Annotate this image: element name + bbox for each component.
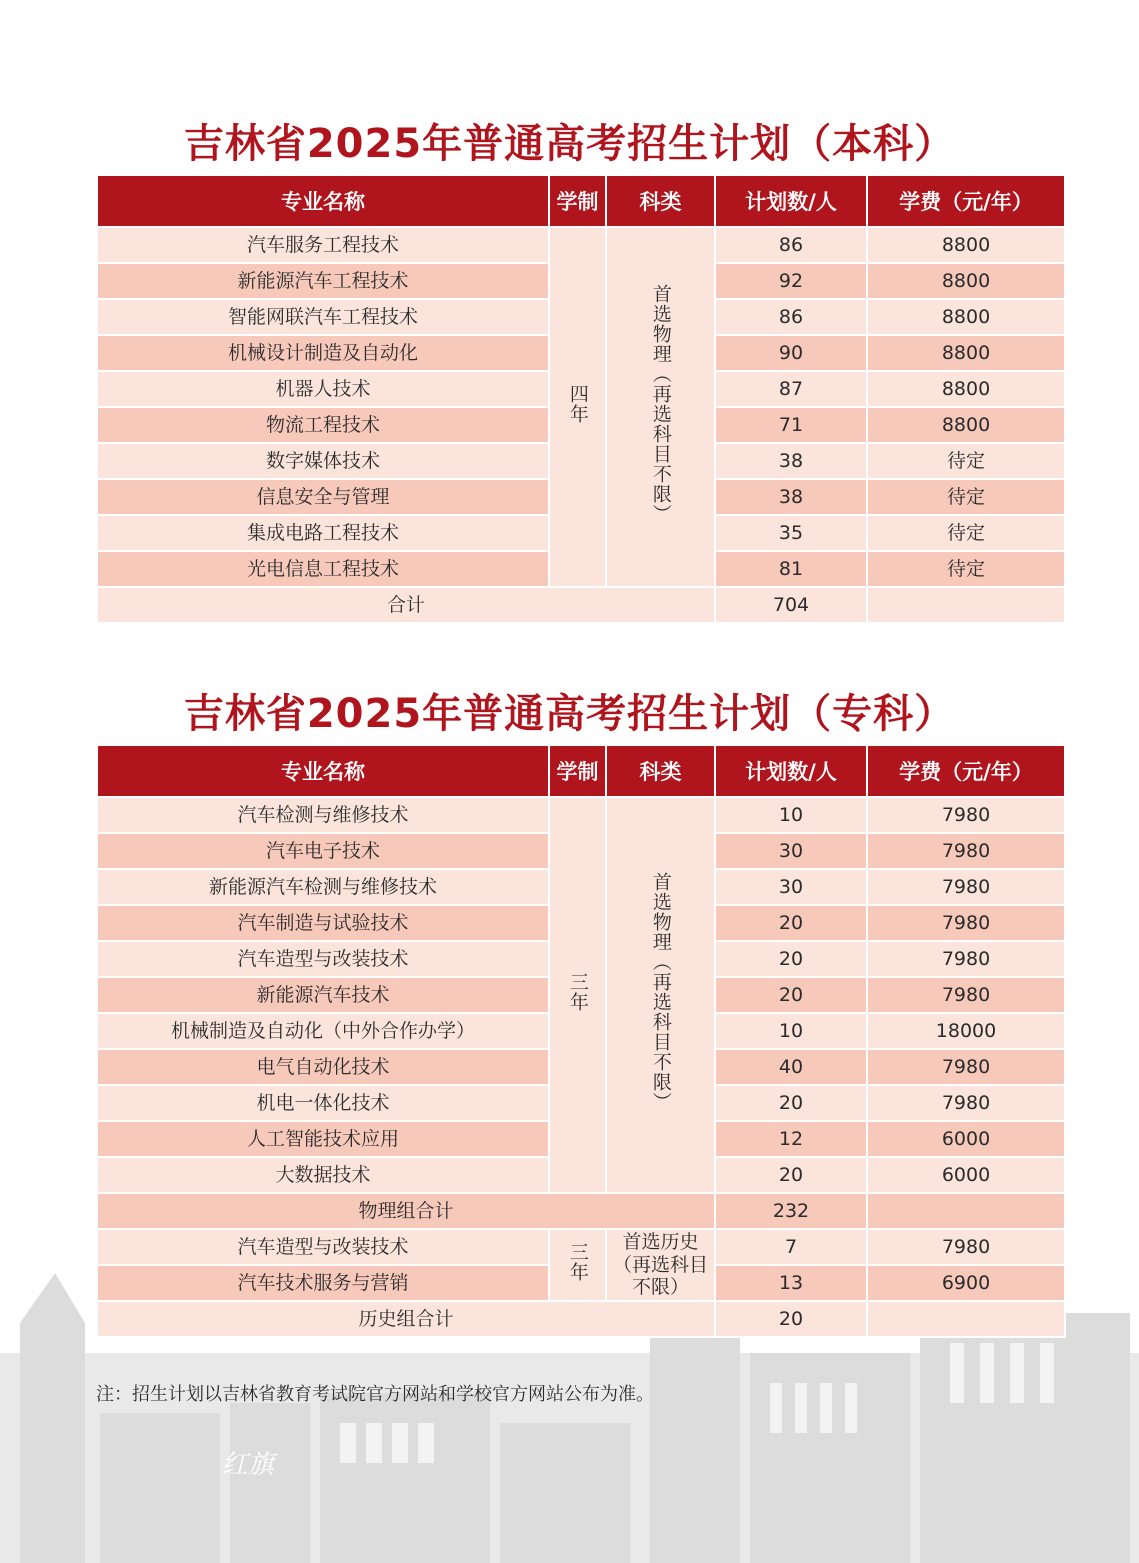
- table-row: [97, 227, 1065, 263]
- tuition-cell: 8800: [867, 371, 1065, 407]
- table-header-row: [97, 745, 1065, 797]
- background-sign-text: 红旗: [222, 1450, 275, 1480]
- major-cell: 新能源汽车工程技术: [97, 263, 549, 299]
- vocational-title: 吉林省2025年普通高考招生计划（专科）: [183, 691, 956, 737]
- major-cell: 光电信息工程技术: [97, 551, 549, 587]
- quota-cell: 86: [715, 227, 867, 263]
- quota-cell: 12: [715, 1121, 867, 1157]
- major-cell: 汽车电子技术: [97, 833, 549, 869]
- undergraduate-plan-table: [96, 174, 1066, 624]
- quota-cell: 20: [715, 941, 867, 977]
- quota-cell: 10: [715, 797, 867, 833]
- quota-cell: 30: [715, 869, 867, 905]
- header-subject: 科类: [606, 175, 715, 227]
- physics-total-row: [97, 1193, 1065, 1229]
- tuition-cell: 待定: [867, 551, 1065, 587]
- duration-text: 三年: [566, 972, 589, 1013]
- header-major: 专业名称: [97, 175, 549, 227]
- header-tuition: 学费（元/年）: [867, 745, 1065, 797]
- quota-cell: 20: [715, 977, 867, 1013]
- tuition-cell: 6000: [867, 1157, 1065, 1193]
- duration-text: 四年: [566, 384, 589, 425]
- quota-cell: 40: [715, 1049, 867, 1085]
- major-cell: 信息安全与管理: [97, 479, 549, 515]
- total-empty: [867, 587, 1065, 623]
- quota-cell: 38: [715, 479, 867, 515]
- header-major: 专业名称: [97, 745, 549, 797]
- major-cell: 机械设计制造及自动化: [97, 335, 549, 371]
- header-duration: 学制: [549, 175, 606, 227]
- tuition-cell: 6000: [867, 1121, 1065, 1157]
- total-label: 物理组合计: [97, 1193, 715, 1229]
- table-row: [97, 797, 1065, 833]
- footnote: 注：招生计划以吉林省教育考试院官方网站和学校官方网站公布为准。: [96, 1384, 654, 1405]
- tuition-cell: 7980: [867, 1229, 1065, 1265]
- header-duration: 学制: [549, 745, 606, 797]
- tuition-cell: 7980: [867, 833, 1065, 869]
- total-value: 704: [715, 587, 867, 623]
- table-row: [97, 1229, 1065, 1265]
- major-cell: 人工智能技术应用: [97, 1121, 549, 1157]
- duration-cell: [549, 227, 606, 587]
- tuition-cell: 7980: [867, 941, 1065, 977]
- subject-text: 首选物理（再选科目不限）: [649, 284, 672, 525]
- major-cell: 机器人技术: [97, 371, 549, 407]
- major-cell: 汽车服务工程技术: [97, 227, 549, 263]
- quota-cell: 38: [715, 443, 867, 479]
- header-tuition: 学费（元/年）: [867, 175, 1065, 227]
- tuition-cell: 待定: [867, 443, 1065, 479]
- tuition-cell: 8800: [867, 299, 1065, 335]
- tuition-cell: 待定: [867, 515, 1065, 551]
- table-header-row: [97, 175, 1065, 227]
- total-label: 历史组合计: [97, 1301, 715, 1337]
- tuition-cell: 7980: [867, 1085, 1065, 1121]
- subject-line: （再选科目: [612, 1253, 708, 1276]
- vocational-plan-table: [96, 744, 1066, 1338]
- quota-cell: 20: [715, 1157, 867, 1193]
- header-quota: 计划数/人: [715, 745, 867, 797]
- tuition-cell: 6900: [867, 1265, 1065, 1301]
- major-cell: 物流工程技术: [97, 407, 549, 443]
- total-value: 232: [715, 1193, 867, 1229]
- tuition-cell: 7980: [867, 797, 1065, 833]
- major-cell: 大数据技术: [97, 1157, 549, 1193]
- tuition-cell: 待定: [867, 479, 1065, 515]
- tuition-cell: 18000: [867, 1013, 1065, 1049]
- major-cell: 汽车造型与改装技术: [97, 941, 549, 977]
- total-value: 20: [715, 1301, 867, 1337]
- duration-cell: [549, 797, 606, 1193]
- tuition-cell: 8800: [867, 335, 1065, 371]
- total-empty: [867, 1301, 1065, 1337]
- quota-cell: 30: [715, 833, 867, 869]
- history-total-row: [97, 1301, 1065, 1337]
- total-row: [97, 587, 1065, 623]
- header-subject: 科类: [606, 745, 715, 797]
- major-cell: 汽车检测与维修技术: [97, 797, 549, 833]
- major-cell: 电气自动化技术: [97, 1049, 549, 1085]
- tuition-cell: 7980: [867, 1049, 1065, 1085]
- duration-text: 三年: [566, 1242, 589, 1283]
- major-cell: 机电一体化技术: [97, 1085, 549, 1121]
- quota-cell: 20: [715, 905, 867, 941]
- header-quota: 计划数/人: [715, 175, 867, 227]
- major-cell: 新能源汽车检测与维修技术: [97, 869, 549, 905]
- major-cell: 数字媒体技术: [97, 443, 549, 479]
- quota-cell: 90: [715, 335, 867, 371]
- total-label: 合计: [97, 587, 715, 623]
- quota-cell: 86: [715, 299, 867, 335]
- major-cell: 汽车造型与改装技术: [97, 1229, 549, 1265]
- major-cell: 汽车技术服务与营销: [97, 1265, 549, 1301]
- subject-text: 首选物理（再选科目不限）: [649, 872, 672, 1113]
- tuition-cell: 8800: [867, 407, 1065, 443]
- tuition-cell: 7980: [867, 977, 1065, 1013]
- tuition-cell: 7980: [867, 869, 1065, 905]
- tuition-cell: 8800: [867, 227, 1065, 263]
- quota-cell: 92: [715, 263, 867, 299]
- quota-cell: 10: [715, 1013, 867, 1049]
- subject-line: 不限）: [631, 1276, 689, 1299]
- major-cell: 智能网联汽车工程技术: [97, 299, 549, 335]
- subject-cell: [606, 227, 715, 587]
- major-cell: 汽车制造与试验技术: [97, 905, 549, 941]
- quota-cell: 35: [715, 515, 867, 551]
- major-cell: 集成电路工程技术: [97, 515, 549, 551]
- quota-cell: 20: [715, 1085, 867, 1121]
- major-cell: 新能源汽车技术: [97, 977, 549, 1013]
- tuition-cell: 8800: [867, 263, 1065, 299]
- duration-cell: [549, 1229, 606, 1301]
- undergraduate-title: 吉林省2025年普通高考招生计划（本科）: [183, 121, 956, 167]
- quota-cell: 87: [715, 371, 867, 407]
- subject-cell: [606, 797, 715, 1193]
- quota-cell: 13: [715, 1265, 867, 1301]
- quota-cell: 81: [715, 551, 867, 587]
- total-empty: [867, 1193, 1065, 1229]
- quota-cell: 71: [715, 407, 867, 443]
- subject-line: 首选历史: [622, 1230, 699, 1253]
- tuition-cell: 7980: [867, 905, 1065, 941]
- subject-cell: [606, 1229, 715, 1301]
- quota-cell: 7: [715, 1229, 867, 1265]
- major-cell: 机械制造及自动化（中外合作办学）: [97, 1013, 549, 1049]
